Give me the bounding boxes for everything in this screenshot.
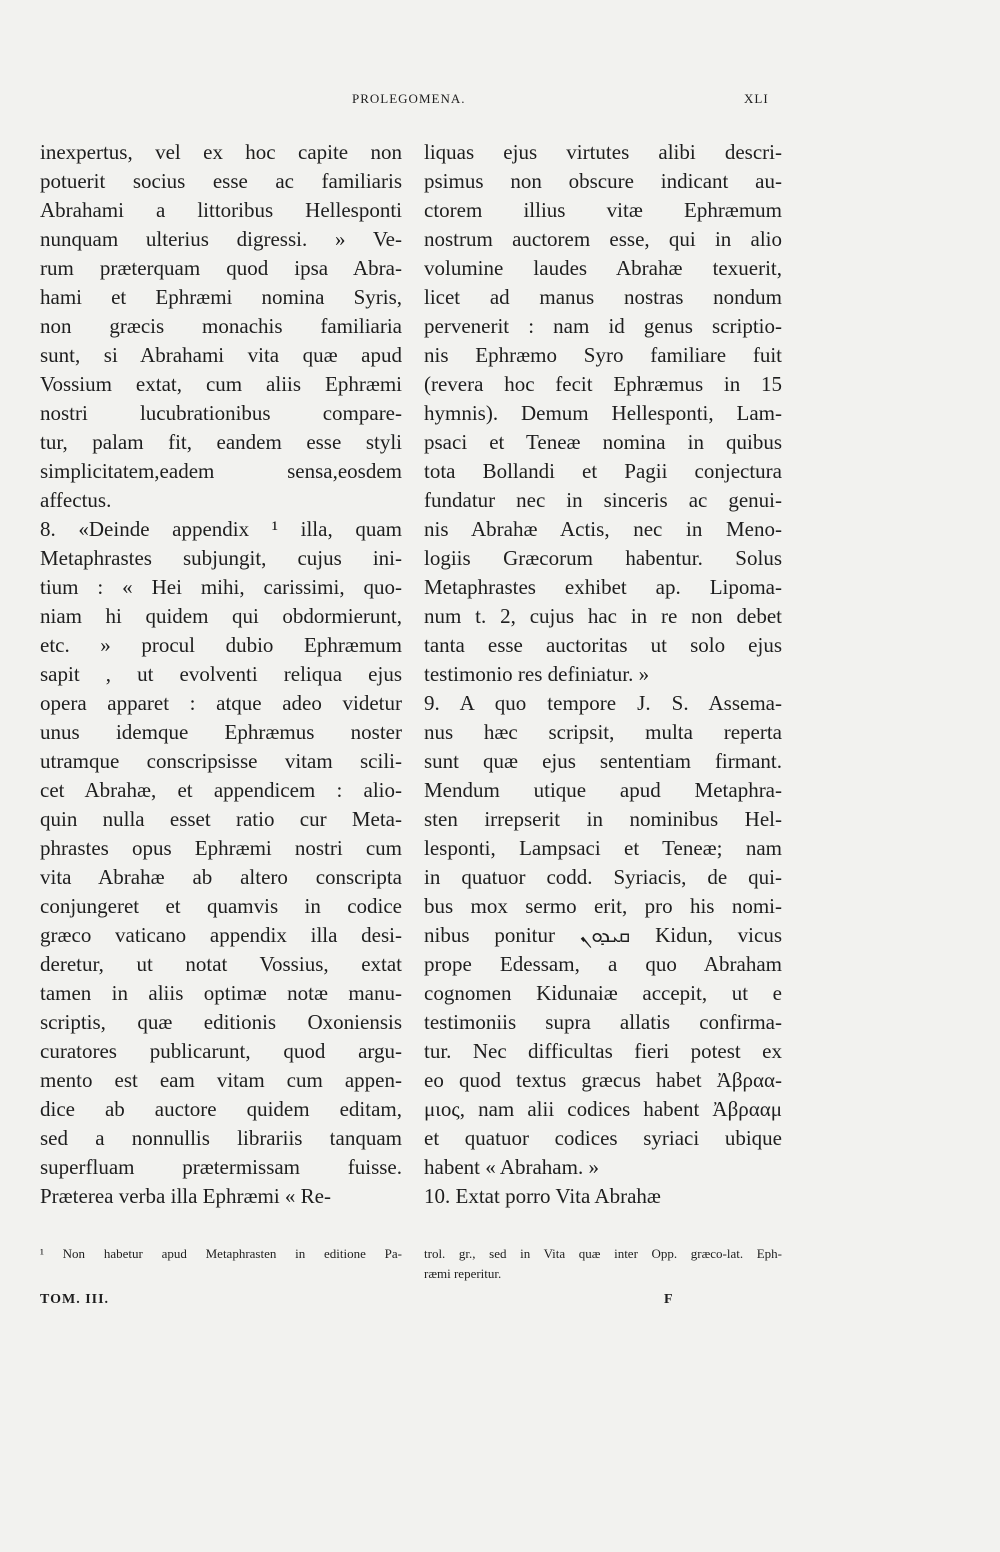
text-line: affectus. (40, 488, 112, 512)
text-line: sten irrepserit in nominibus Hel- (424, 807, 782, 831)
text-line: lesponti, Lampsaci et Teneæ; nam (424, 836, 782, 860)
text-line: in quatuor codd. Syriacis, de qui- (424, 865, 782, 889)
text-line: 9. A quo tempore J. S. Assema- (424, 691, 782, 715)
text-line: sapit , ut evolventi reliqua ejus (40, 662, 402, 686)
text-line: rum præterquam quod ipsa Abra- (40, 256, 402, 280)
text-line: psimus non obscure indicant au- (424, 169, 782, 193)
text-line: simplicitatem,eadem sensa,eosdem (40, 459, 402, 483)
text-line: superfluam prætermissam fuisse. (40, 1155, 402, 1179)
text-line: Metaphrastes exhibet ap. Lipoma- (424, 575, 782, 599)
text-line: eo quod textus græcus habet Ἀβραα- (424, 1068, 782, 1092)
text-line: opera apparet : atque adeo videtur (40, 691, 402, 715)
text-line: tota Bollandi et Pagii conjectura (424, 459, 782, 483)
text-line: phrastes opus Ephræmi nostri cum (40, 836, 402, 860)
text-line: nunquam ulterius digressi. » Ve- (40, 227, 402, 251)
text-line: curatores publicarunt, quod argu- (40, 1039, 402, 1063)
text-line: logiis Græcorum habentur. Solus (424, 546, 782, 570)
text-line: Abrahami a littoribus Hellesponti (40, 198, 402, 222)
footnote-line: ræmi reperitur. (424, 1266, 502, 1281)
footnote-line: ¹ Non habetur apud Metaphrasten in editione Pa- (40, 1246, 402, 1261)
text-line: potuerit socius esse ac familiaris (40, 169, 402, 193)
running-head (0, 91, 1000, 115)
text-line: hymnis). Demum Hellesponti, Lam- (424, 401, 782, 425)
footnote-left (40, 1244, 402, 1264)
text-line: prope Edessam, a quo Abraham (424, 952, 782, 976)
text-line: unus idemque Ephræmus noster (40, 720, 402, 744)
text-line: non græcis monachis familiaria (40, 314, 402, 338)
text-line: dice ab auctore quidem editam, (40, 1097, 402, 1121)
text-line: mento est eam vitam cum appen- (40, 1068, 402, 1092)
text-line: inexpertus, vel ex hoc capite non (40, 140, 402, 164)
text-line: Vossium extat, cum aliis Ephræmi (40, 372, 402, 396)
text-line: utramque conscripsisse vitam scili- (40, 749, 402, 773)
text-line: nostrum auctorem esse, qui in alio (424, 227, 782, 251)
text-line: Metaphrastes subjungit, cujus ini- (40, 546, 402, 570)
text-line: tur, palam fit, eandem esse styli (40, 430, 402, 454)
text-line: tamen in aliis optimæ notæ manu- (40, 981, 402, 1005)
right-column (424, 138, 782, 1211)
text-line: tanta esse auctoritas ut solo ejus (424, 633, 782, 657)
text-line: volumine laudes Abrahæ texuerit, (424, 256, 782, 280)
text-line: et quatuor codices syriaci ubique (424, 1126, 782, 1150)
text-line: scriptis, quæ editionis Oxoniensis (40, 1010, 402, 1034)
text-line: bus mox sermo erit, pro his nomi- (424, 894, 782, 918)
text-line: nostri lucubrationibus compare- (40, 401, 402, 425)
text-line: sed a nonnullis librariis tanquam (40, 1126, 402, 1150)
running-title: PROLEGOMENA. (352, 91, 466, 106)
text-line: quin nulla esset ratio cur Meta- (40, 807, 402, 831)
text-line: niam hi quidem qui obdormierunt, (40, 604, 402, 628)
text-line: sunt, si Abrahami vita quæ apud (40, 343, 402, 367)
text-line: Mendum utique apud Metaphra- (424, 778, 782, 802)
text-line: nibus ponitur ܩܝܕܘܢ Kidun, vicus (424, 923, 783, 947)
text-line: tur. Nec difficultas fieri potest ex (424, 1039, 782, 1063)
text-line: cet Abrahæ, et appendicem : alio- (40, 778, 402, 802)
text-line: Præterea verba illa Ephræmi « Re- (40, 1184, 331, 1208)
text-line: nus hæc scripsit, multa reperta (424, 720, 782, 744)
volume-signature: TOM. III. (40, 1292, 110, 1307)
footnote-line: trol. gr., sed in Vita quæ inter Opp. græco-lat. Eph- (424, 1246, 782, 1261)
text-line: pervenerit : nam id genus scriptio- (424, 314, 782, 338)
text-line: ctorem illius vitæ Ephræmum (424, 198, 782, 222)
text-line: testimonio res definiatur. » (424, 662, 650, 686)
text-line: μιος, nam alii codices habent Ἀβρααμ (424, 1097, 782, 1121)
footnote-right (424, 1244, 782, 1284)
text-line: hami et Ephræmi nomina Syris, (40, 285, 402, 309)
text-line: nis Abrahæ Actis, nec in Meno- (424, 517, 782, 541)
text-line: psaci et Teneæ nomina in quibus (424, 430, 782, 454)
text-line: nis Ephræmo Syro familiare fuit (424, 343, 782, 367)
text-line: num t. 2, cujus hac in re non debet (424, 604, 782, 628)
text-line: deretur, ut notat Vossius, extat (40, 952, 402, 976)
text-line: licet ad manus nostras nondum (424, 285, 782, 309)
text-line: etc. » procul dubio Ephræmum (40, 633, 402, 657)
text-line: vita Abrahæ ab altero conscripta (40, 865, 402, 889)
text-line: conjungeret et quamvis in codice (40, 894, 402, 918)
text-line: græco vaticano appendix illa desi- (40, 923, 402, 947)
text-line: fundatur nec in sinceris ac genui- (424, 488, 782, 512)
text-line: sunt quæ ejus sententiam firmant. (424, 749, 782, 773)
text-line: liquas ejus virtutes alibi descri- (424, 140, 782, 164)
text-line: habent « Abraham. » (424, 1155, 599, 1179)
text-line: testimoniis supra allatis confirma- (424, 1010, 782, 1034)
text-line: tium : « Hei mihi, carissimi, quo- (40, 575, 402, 599)
gathering-signature: F (664, 1292, 674, 1307)
text-line: 10. Extat porro Vita Abrahæ (424, 1184, 661, 1208)
text-line: (revera hoc fecit Ephræmus in 15 (424, 372, 782, 396)
text-line: cognomen Kidunaiæ accepit, ut e (424, 981, 782, 1005)
text-line: 8. «Deinde appendix ¹ illa, quam (40, 517, 402, 541)
left-column (40, 138, 402, 1211)
page-number: XLI (744, 91, 769, 106)
